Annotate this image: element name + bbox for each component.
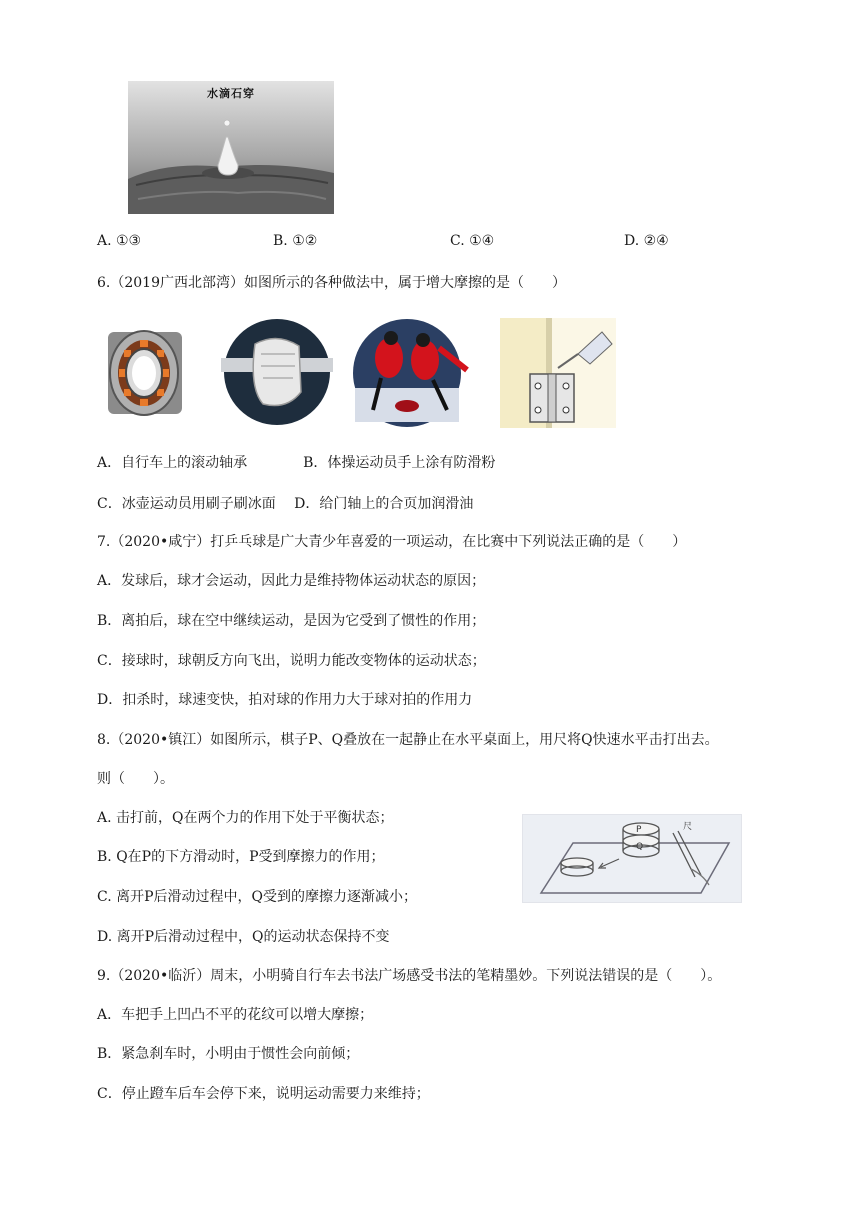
q9-stem: 9.（2020•临沂）周末，小明骑自行车去书法广场感受书法的笔精墨妙。下列说法错误的是（ ）。 bbox=[97, 968, 722, 984]
q6-options-line1: A．自行车上的滚动轴承 B．体操运动员手上涂有防滑粉 bbox=[97, 455, 496, 471]
q9-option-a[interactable]: A．车把手上凹凸不平的花纹可以增大摩擦； bbox=[97, 1007, 374, 1023]
q9-option-b[interactable]: B．紧急刹车时，小明由于惯性会向前倾； bbox=[97, 1046, 360, 1062]
q8-stem-continued: 则（ ）。 bbox=[97, 771, 174, 787]
door-hinge-image bbox=[500, 318, 616, 428]
q7-stem: 7.（2020•咸宁）打乒乓球是广大青少年喜爱的一项运动，在比赛中下列说法正确的是（ ） bbox=[97, 534, 687, 550]
q5-option-c[interactable]: C. ①④ bbox=[450, 233, 495, 249]
q7-option-a[interactable]: A．发球后，球才会运动，因此力是维持物体运动状态的原因； bbox=[97, 573, 486, 589]
q6-stem: 6.（2019广西北部湾）如图所示的各种做法中，属于增大摩擦的是（ ） bbox=[97, 275, 566, 291]
q5-option-a[interactable]: A. ①③ bbox=[97, 233, 142, 249]
q8-stem: 8.（2020•镇江）如图所示，棋子P、Q叠放在一起静止在水平桌面上，用尺将Q快速水平击打出去。 bbox=[97, 732, 719, 748]
checkers-ruler-diagram bbox=[522, 814, 742, 903]
gymnast-hand-image bbox=[221, 318, 333, 426]
water-drop-stone-image bbox=[128, 81, 334, 214]
label-q: Q bbox=[636, 842, 644, 852]
q8-option-d[interactable]: D. 离开P后滑动过程中，Q的运动状态保持不变 bbox=[97, 929, 390, 945]
q5-option-d[interactable]: D. ②④ bbox=[624, 233, 669, 249]
q7-option-d[interactable]: D．扣杀时，球速变快，拍对球的作用力大于球对拍的作用力 bbox=[97, 692, 473, 708]
label-ruler: 尺 bbox=[683, 822, 693, 832]
q6-options-line2: C．冰壶运动员用刷子刷冰面 D．给门轴上的合页加润滑油 bbox=[97, 496, 474, 512]
image-caption: 水滴石穿 bbox=[207, 87, 255, 100]
q5-option-b[interactable]: B. ①② bbox=[273, 233, 318, 249]
q8-option-c[interactable]: C. 离开P后滑动过程中，Q受到的摩擦力逐渐减小； bbox=[97, 889, 418, 905]
bearing-image bbox=[104, 318, 192, 426]
q8-option-b[interactable]: B. Q在P的下方滑动时，P受到摩擦力的作用； bbox=[97, 849, 385, 865]
curling-image bbox=[351, 318, 473, 428]
label-p: P bbox=[636, 825, 642, 835]
q7-option-c[interactable]: C．接球时，球朝反方向飞出，说明力能改变物体的运动状态； bbox=[97, 653, 486, 669]
q9-option-c[interactable]: C．停止蹬车后车会停下来，说明运动需要力来维持； bbox=[97, 1086, 430, 1102]
q8-option-a[interactable]: A. 击打前，Q在两个力的作用下处于平衡状态； bbox=[97, 810, 394, 826]
q7-option-b[interactable]: B．离拍后，球在空中继续运动，是因为它受到了惯性的作用； bbox=[97, 613, 486, 629]
